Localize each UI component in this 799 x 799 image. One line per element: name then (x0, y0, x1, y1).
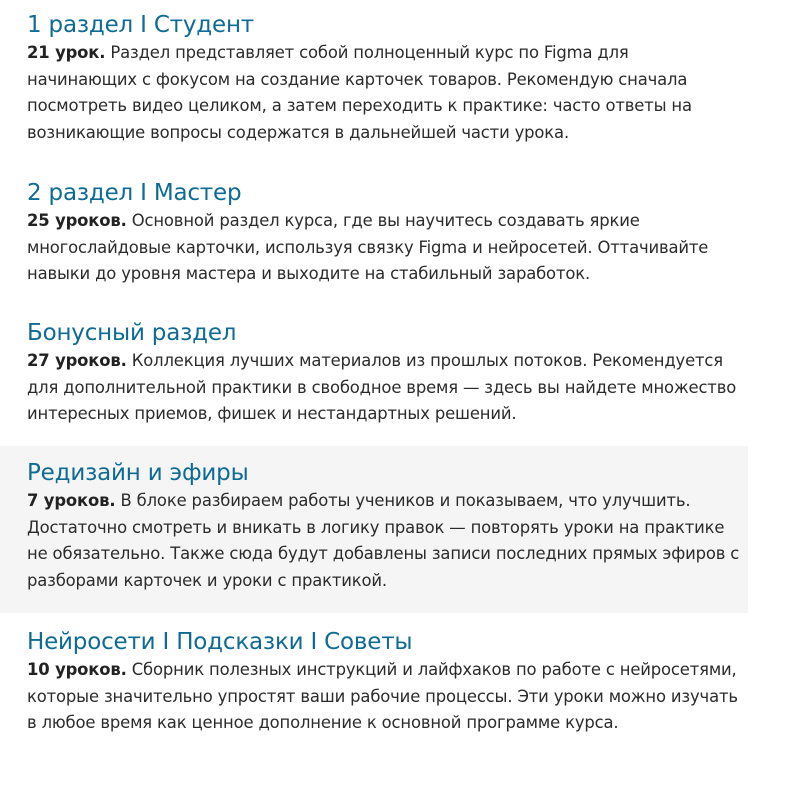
lesson-count: 27 уроков. (27, 351, 127, 370)
section-master[interactable] (0, 166, 748, 306)
section-redesign-streams[interactable] (0, 446, 748, 613)
section-bonus[interactable] (0, 306, 748, 446)
section-title[interactable]: 1 раздел I Студент (27, 12, 254, 38)
lesson-count: 10 уроков. (27, 660, 127, 679)
section-description (27, 40, 742, 146)
section-text: Сборник полезных инструкций и лайфхаков по работе с нейросетями, которые значительно упростят ваши рабочие процессы. Эти уроки можно изучать в любое время как ценное дополнение к основной программе курса. (27, 660, 738, 732)
section-title[interactable]: 2 раздел I Мастер (27, 180, 242, 206)
section-description (27, 488, 742, 594)
section-description (27, 657, 742, 737)
section-text: Коллекция лучших материалов из прошлых потоков. Рекомендуется для дополнительной практики в свободное время — здесь вы найдете множество интересных приемов, фишек и нестандартных решений. (27, 351, 737, 423)
lesson-count: 7 уроков. (27, 491, 116, 510)
section-description (27, 208, 742, 288)
section-title[interactable]: Бонусный раздел (27, 320, 237, 346)
section-title[interactable]: Редизайн и эфиры (27, 460, 249, 486)
section-student[interactable] (0, 0, 748, 166)
section-description (27, 348, 742, 428)
lesson-count: 21 урок. (27, 43, 106, 62)
lesson-count: 25 уроков. (27, 211, 127, 230)
section-text: Раздел представляет собой полноценный курс по Figma для начинающих с фокусом на создание карточек товаров. Рекомендую сначала посмотреть видео целиком, а затем переходить к практике: часто ответы на возникающие вопросы содержатся в дальнейшей части урока. (27, 43, 692, 142)
section-text: Основной раздел курса, где вы научитесь создавать яркие многослайдовые карточки, используя связку Figma и нейросетей. Оттачивайте навыки до уровня мастера и выходите на стабильный заработок. (27, 211, 709, 283)
section-title[interactable]: Нейросети I Подсказки I Советы (27, 629, 413, 655)
section-ai-tips[interactable] (0, 613, 748, 799)
section-text: В блоке разбираем работы учеников и показываем, что улучшить. Достаточно смотреть и вникать в логику правок — повторять уроки на практике не обязательно. Также сюда будут добавлены записи последних прямых эфиров с разборами карточек и уроки с практикой. (27, 491, 740, 590)
